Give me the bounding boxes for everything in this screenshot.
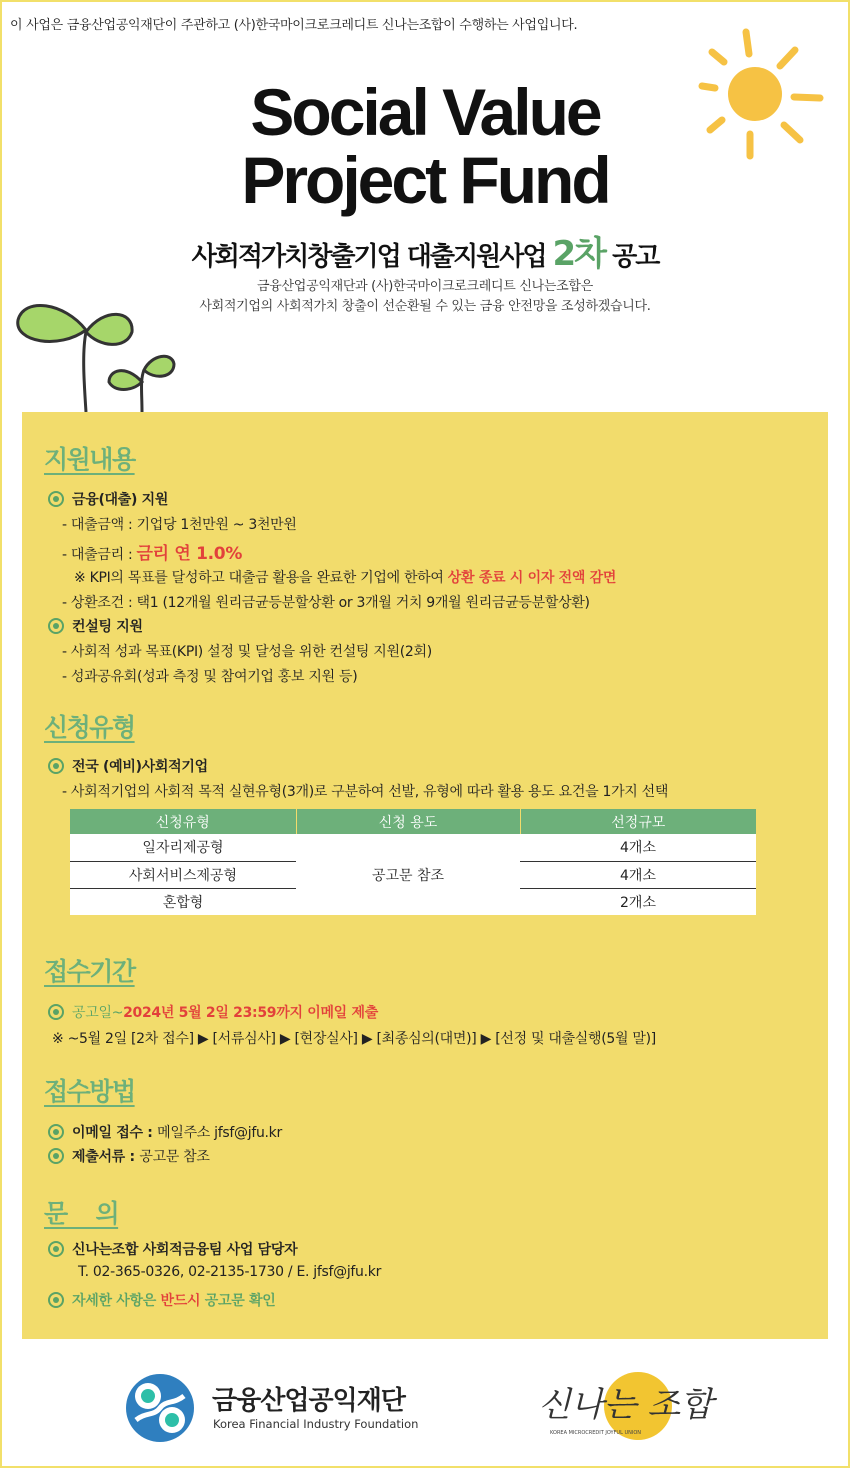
email-submit-value: 메일주소 jfsf@jfu.kr [157,1125,282,1141]
contact-note-text: 자세한 사항은 [72,1293,161,1309]
foundation-name-ko: 금융산업공익재단 [212,1386,405,1416]
subtitle [0,226,850,275]
bullet-icon [48,1124,64,1140]
contact-note [72,1290,275,1310]
table-cell-count: 4개소 [520,861,756,888]
loan-rate-value: 금리 연 1.0% [136,544,243,564]
apply-table [70,809,756,915]
partner-logo-subtext: KOREA MICROCREDIT JOYFUL UNION [550,1430,642,1436]
contact-note-highlight: 반드시 [160,1293,201,1309]
repay-terms: - 상환조건 : 택1 (12개월 원리금균등분할상환 or 3개월 거치 9개월 원리금균등분할상환) [62,595,590,611]
partner-logo-text: 신나는 조합 [538,1385,714,1425]
foundation-logo-icon [124,1372,196,1444]
bullet-icon [48,1148,64,1164]
process-flow: ※ ~5월 2일 [2차 접수] ▶ [서류심사] ▶ [현장실사] ▶ [최종심의(대면)] ▶ [선정 및 대출실행(5월 말)] [52,1031,656,1047]
loan-rate [62,539,242,564]
section-title-period: 접수기간 [44,957,135,986]
finance-support-head: 금융(대출) 지원 [72,492,169,508]
period-head [72,1002,378,1022]
table-cell-count: 2개소 [520,888,756,915]
apply-desc: - 사회적기업의 사회적 목적 실현유형(3개)로 구분하여 선발, 유형에 따라 활용 용도 요건을 1가지 선택 [62,784,669,800]
foundation-name-en: Korea Financial Industry Foundation [213,1417,419,1431]
intro-line-2: 사회적기업의 사회적가치 창출이 선순환될 수 있는 금융 안전망을 조성하겠습니다. [199,299,651,314]
consulting-item-1: - 사회적 성과 목표(KPI) 설정 및 달성을 위한 컨설팅 지원(2회) [62,644,432,660]
section-title-apply: 신청유형 [44,713,135,742]
period-head-deadline: 2024년 5월 2일 23:59까지 이메일 제출 [123,1005,378,1021]
bullet-icon [48,1292,64,1308]
submit-documents [72,1146,210,1166]
title-line-1: Social Value [250,75,600,149]
bullet-icon [48,491,64,507]
bullet-icon [48,1004,64,1020]
section-title-method: 접수방법 [44,1077,135,1106]
table-cell-usage: 공고문 참조 [296,834,520,915]
table-header: 선정규모 [520,809,756,834]
email-submit-label: 이메일 접수 : [72,1125,158,1141]
loan-rate-label: - 대출금리 : [62,547,137,563]
contact-phone-email: T. 02-365-0326, 02-2135-1730 / E. jfsf@jfu.kr [78,1264,382,1280]
table-header: 신청 용도 [296,809,520,834]
consulting-head: 컨설팅 지원 [72,619,143,635]
kpi-note-highlight: 상환 종료 시 이자 전액 감면 [447,570,617,586]
kpi-note-text: ※ KPI의 목표를 달성하고 대출금 활용을 완료한 기업에 한하여 [74,570,448,586]
table-header-row [70,809,756,834]
table-cell-type: 사회서비스제공형 [70,861,296,888]
table-header: 신청유형 [70,809,296,834]
table-row [70,834,756,861]
bullet-icon [48,1241,64,1257]
title-line-2: Project Fund [241,143,609,217]
period-head-start: 공고일~ [72,1005,124,1021]
top-note: 이 사업은 금융산업공익재단이 주관하고 (사)한국마이크로크레디트 신나는조합이 수행하는 사업입니다. [10,18,578,33]
sprout-icon [14,292,184,417]
bullet-icon [48,618,64,634]
consulting-item-2: - 성과공유회(성과 측정 및 참여기업 홍보 지원 등) [62,669,358,685]
email-submit [72,1122,282,1142]
submit-documents-value: 공고문 참조 [139,1149,210,1165]
table-cell-type: 일자리제공형 [70,834,296,861]
subtitle-text: 사회적가치창출기업 대출지원사업 [191,242,553,272]
table-cell-count: 4개소 [520,834,756,861]
info-panel [22,412,828,1339]
subtitle-round: 2차 [552,234,606,274]
loan-amount: - 대출금액 : 기업당 1천만원 ~ 3천만원 [62,517,297,533]
apply-head: 전국 (예비)사회적기업 [72,759,208,775]
intro-line-1: 금융산업공익재단과 (사)한국마이크로크레디트 신나는조합은 [257,279,593,294]
contact-head: 신나는조합 사회적금융팀 사업 담당자 [72,1242,298,1258]
section-title-contact: 문 의 [44,1199,119,1228]
joyful-union-logo-icon [530,1368,714,1443]
kpi-note [74,567,616,587]
subtitle-suffix: 공고 [605,242,659,272]
contact-note-suffix: 공고문 확인 [200,1293,276,1309]
submit-documents-label: 제출서류 : [72,1149,140,1165]
section-title-support: 지원내용 [44,445,135,474]
table-cell-type: 혼합형 [70,888,296,915]
bullet-icon [48,758,64,774]
